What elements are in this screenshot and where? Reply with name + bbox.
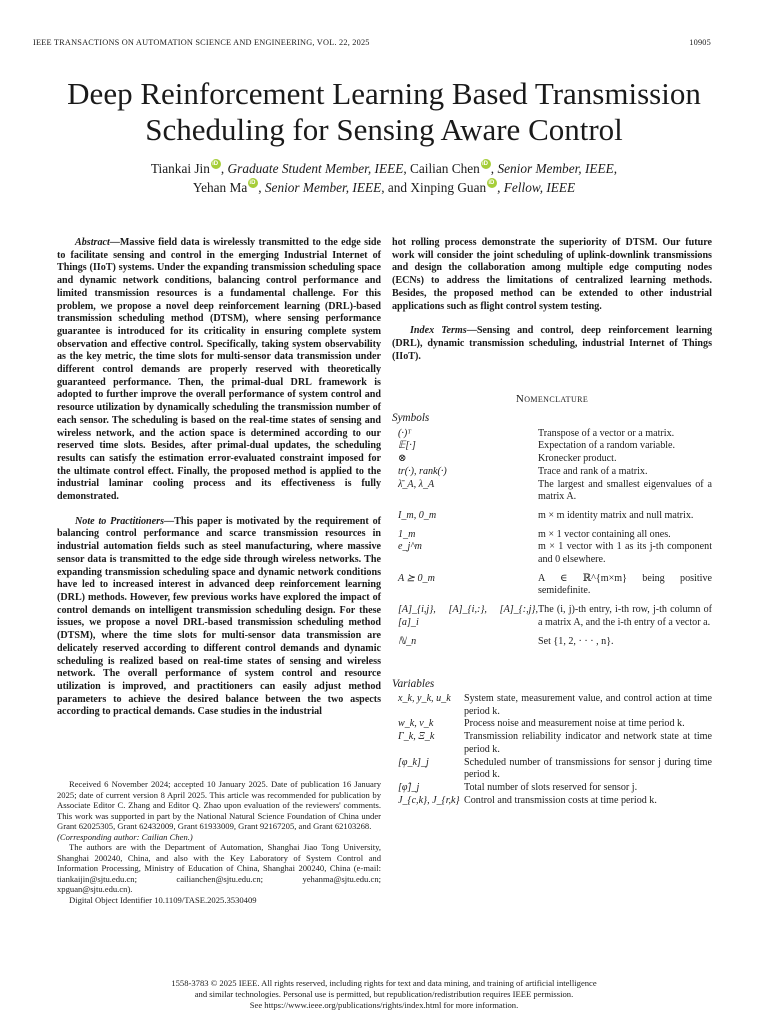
nomenclature-definition: Control and transmission costs at time period k. (464, 794, 657, 806)
nomenclature-symbol: I_m, 0_m (398, 509, 437, 521)
orcid-icon[interactable] (211, 159, 221, 169)
abstract-text: Massive field data is wirelessly transmitted to the edge side to facilitate sensing and control in the emerging Industrial Internet of Things (IIoT) systems. Under the expanding transmission scheduling space and dynamic network conditions, balancing control performance and limited transmission resources is a fundamental challenge. For this problem, we propose a novel deep reinforcement learning (DRL)-based transmission scheduling method (DTSM), where sensing performance guarantee is introduced for its criticality in ensuring complete system observation and effective control. Specifically, taking system observability as the key metric, the time slots for multi-sensor data transmission under different control demands are properly reserved with theoretically guaranteed performance. Then, the primal-dual DRL framework is adopted to further improve the overall performance of system control and resource utilization by dynamically scheduling the transmission number of each sensor. The scheduling is based on the real-time states of sensing and wireless network, and the action space is determined according to our reserved time slots. Besides, after primal-dual updates, the scheduling results can satisfy the estimation error-evaluated constraint imposed for the ultimate control effect. Finally, the proposed method is applied to the industrial laminar cooling process and its effectiveness is fully demonstrated. (57, 237, 381, 503)
nomenclature-symbol: ⊗ (398, 453, 407, 465)
author-name: Yehan Ma (192, 180, 248, 195)
nomenclature-row (392, 782, 712, 795)
nomenclature-heading (392, 393, 712, 406)
nomenclature-symbol: [φ_k]_j (398, 756, 429, 768)
variables-list (392, 693, 712, 807)
nomenclature-row (392, 466, 712, 479)
footnote-received: Received 6 November 2024; accepted 10 January 2025. Date of publication 16 January 2025; date of current version 8 April 2025. This article was recommended for publication by Associate Editor C. Zhang and Editor Q. Zhao upon evaluation of the reviewers' comments. This work was supported in part by the National Natural Science Foundation of China under Grant 62025305, Grant 62432009, Grant 61933009, Grant 92167205, and Grant 62103268. (57, 779, 381, 831)
index-terms: Index Terms—Sensing and control, deep reinforcement learning (DRL), dynamic transmission scheduling, industrial Internet of Things (IIoT). (392, 325, 712, 362)
paper-title (0, 76, 768, 148)
nomenclature-heading-text: Nomenclature (515, 393, 589, 406)
nomenclature-symbol: w_k, v_k (398, 718, 434, 730)
nomenclature-symbol: x_k, y_k, u_k (398, 692, 451, 704)
nomenclature-symbol: [φ̂]_j (398, 781, 420, 793)
note-to-practitioners: Note to Practitioners—This paper is motivated by the requirement of balancing control performance and scarce transmission resources in industrial automation fields such as steel manufacturing, where massive sensor data is transmitted to the edge side through wireless networks. The expanding transmission scheduling space and dynamic network conditions have led to increased interest in advanced deep reinforcement learning (DRL) methods. However, few previous works have explored the impact of control demands on intelligent transmission scheduling design. For these issues, we propose a novel DRL-based transmission scheduling method (DTSM), where the time slots for multi-sensor data transmission are delicately reserved according to different control demands and dynamic scheduling is realized based on real-time states of sensing and wireless network. The overall performance of system control and resource utilization is improved, and practitioners can easily adjust method parameters to achieve the desired balance between the two aspects according to practical demands. Case studies in the industrial (57, 515, 382, 718)
nomenclature-row (392, 510, 712, 523)
nomenclature-definition: Expectation of a random variable. (538, 440, 676, 452)
nomenclature-symbol: [A]_{i,j}, [A]_{i,:}, [A]_{:,j}, [a]_i (398, 604, 538, 628)
nomenclature-row (392, 731, 712, 756)
nomenclature-definition: Kronecker product. (538, 453, 617, 465)
nomenclature-row (392, 693, 712, 718)
nomenclature-symbol: Γ_k, Ξ_k (398, 731, 435, 743)
orcid-icon[interactable] (248, 178, 258, 188)
author-role: Senior Member, IEEE (264, 180, 382, 195)
nomenclature-row (392, 453, 712, 466)
author-name: Tiankai Jin (150, 161, 210, 176)
copyright-line-1: 1558-3783 © 2025 IEEE. All rights reserved, including rights for text and data mining, and training of artificial intelligence (171, 978, 597, 988)
journal-name: IEEE TRANSACTIONS ON AUTOMATION SCIENCE AND ENGINEERING, VOL. 22, 2025 (33, 38, 370, 47)
footnotes (57, 779, 381, 905)
practitioners-label: Note to Practitioners (75, 515, 164, 527)
copyright-line-2: and similar technologies. Personal use is permitted, but republication/redistribution requires IEEE permission. (194, 988, 574, 999)
nomenclature-row (392, 428, 712, 441)
nomenclature-symbol: 𝔼[·] (398, 440, 416, 452)
author-role: Senior Member, IEEE (497, 161, 614, 176)
nomenclature-definition: Total number of slots reserved for sensor j. (464, 781, 638, 793)
nomenclature-symbol: 1_m (398, 528, 416, 540)
nomenclature-definition: A ∈ ℝ^{m×m} being positive semidefinite. (538, 572, 712, 597)
copyright-notice (0, 978, 768, 1010)
abstract: Abstract—Massive field data is wirelessly transmitted to the edge side to facilitate sensing and control in the emerging Industrial Internet of Things (IIoT) systems. Under the expanding transmission scheduling space and dynamic network conditions, balancing control performance and limited transmission resources is a fundamental challenge. For this problem, we propose a novel deep reinforcement learning (DRL)-based transmission scheduling method (DTSM), where sensing performance guarantee is introduced for its criticality in ensuring complete system observation and effective control. Specifically, taking system observability as the key metric, the time slots for multi-sensor data transmission under different control demands are properly reserved with theoretically guaranteed performance. Then, the primal-dual DRL framework is adopted to further improve the overall performance of system control and resource utilization by dynamically scheduling the transmission number of each sensor. The scheduling is based on the real-time states of sensing and wireless network, and the action space is determined according to our reserved time slots. Besides, after primal-dual updates, the scheduling results can satisfy the estimation error-evaluated constraint imposed for the ultimate control effect. Finally, the proposed method is applied to the industrial laminar cooling process and its effectiveness is fully demonstrated. (57, 237, 381, 503)
abstract-label: Abstract (75, 237, 110, 248)
symbols-list (392, 428, 712, 649)
nomenclature-definition: Transpose of a vector or a matrix. (538, 427, 675, 439)
author-role: Graduate Student Member, IEEE (227, 161, 404, 176)
footnote-corresponding: (Corresponding author: Cailian Chen.) (57, 831, 193, 842)
author-list (0, 159, 768, 197)
nomenclature-definition: m × 1 vector with 1 as its j-th component and 0 elsewhere. (538, 541, 712, 566)
index-terms-text: Sensing and control, deep reinforcement learning (DRL), dynamic transmission scheduling, industrial Internet of Things (IIoT). (392, 325, 712, 362)
nomenclature-symbol: tr(·), rank(·) (398, 465, 447, 477)
nomenclature-definition: The (i, j)-th entry, i-th row, j-th column of a matrix A, and the i-th entry of a vector a. (538, 604, 712, 628)
symbols-label: Symbols (392, 412, 430, 425)
authors-line-1: Tiankai JiniD , Graduate Student Member, IEEE, Cailian CheniD , Senior Member, IEEE, (0, 159, 768, 178)
title-line-2: Scheduling for Sensing Aware Control (145, 112, 623, 147)
nomenclature-row (392, 795, 712, 808)
authors-line-2: Yehan MaiD , Senior Member, IEEE, and Xinping GuaniD , Fellow, IEEE (0, 178, 768, 197)
nomenclature-row (392, 718, 712, 731)
nomenclature-row (392, 636, 712, 649)
author-name: Cailian Chen (409, 161, 480, 176)
index-terms-label: Index Terms (410, 325, 467, 337)
nomenclature-row (392, 541, 712, 566)
right-column (392, 237, 712, 807)
variables-label: Variables (392, 678, 435, 691)
nomenclature-row (392, 757, 712, 782)
nomenclature-definition: Set {1, 2, · · · , n}. (538, 635, 614, 647)
nomenclature-symbol: λ̄_A, λ_A (398, 478, 435, 490)
nomenclature-symbol: ℕ_n (398, 635, 417, 647)
abstract-continued: hot rolling process demonstrate the superiority of DTSM. Our future work will consider the joint scheduling of uplink-downlink transmissions and design the collaboration among multiple edge computing nodes (ECNs) to address the limitations of centralized learning methods. Besides, the proposed method can be extended to other industrial applications such as flight control system testing. (392, 237, 712, 312)
nomenclature-symbol: e_j^m (398, 541, 422, 553)
nomenclature-definition: Trace and rank of a matrix. (538, 465, 648, 477)
nomenclature-row (392, 440, 712, 453)
footnote-doi: Digital Object Identifier 10.1109/TASE.2025.3530409 (69, 894, 257, 905)
practitioners-text: This paper is motivated by the requirement of balancing control performance and scarce transmission resources in industrial automation fields such as steel manufacturing, where massive sensor data is transmitted to the edge side through wireless networks. The expanding transmission scheduling space and dynamic network conditions have led to increased interest in advanced deep reinforcement learning (DRL) methods. However, few previous works have explored the impact of control demands on intelligent transmission scheduling design. For these issues, we propose a novel DRL-based transmission scheduling method (DTSM), where the time slots for multi-sensor data transmission are delicately reserved according to different control demands and dynamic scheduling is realized based on real-time states of sensing and wireless network. The overall performance of system control and resource utilization is improved, and practitioners can easily adjust method parameters to achieve the desired balance between the two aspects according to practical demands. Case studies in the industrial (57, 515, 382, 718)
nomenclature-definition: m × m identity matrix and null matrix. (538, 509, 694, 521)
author-name: Xinping Guan (410, 180, 487, 195)
footnote-affiliation: The authors are with the Department of Automation, Shanghai Jiao Tong University, Shanghai 200240, China, and also with the Key Laboratory of System Control and Information Processing, Ministry of Education of China, Shanghai 200240, China (e-mail: tiankaijin@sjtu.edu.cn; cailianchen@sjtu.edu.cn; yehanma@sjtu.edu.cn; xpguan@sjtu.edu.cn). (57, 842, 381, 894)
nomenclature-definition: Process noise and measurement noise at time period k. (464, 718, 685, 730)
nomenclature-definition: The largest and smallest eigenvalues of a matrix A. (538, 478, 712, 503)
nomenclature-definition: m × 1 vector containing all ones. (538, 528, 671, 540)
title-line-1: Deep Reinforcement Learning Based Transmission (67, 76, 701, 111)
left-column (57, 237, 381, 719)
nomenclature-definition: System state, measurement value, and control action at time period k. (464, 692, 712, 717)
author-role: Fellow, IEEE (503, 180, 576, 195)
nomenclature-row (392, 573, 712, 598)
page-number: 10905 (689, 38, 711, 47)
running-header (33, 38, 711, 47)
nomenclature-definition: Transmission reliability indicator and network state at time period k. (464, 731, 712, 755)
author-conjunction: and (387, 180, 408, 195)
nomenclature-symbol: A ⪰ 0_m (398, 572, 435, 584)
nomenclature-row (392, 604, 712, 629)
copyright-line-3: See https://www.ieee.org/publications/rights/index.html for more information. (249, 999, 519, 1010)
orcid-icon[interactable] (481, 159, 491, 169)
nomenclature-row (392, 479, 712, 504)
orcid-icon[interactable] (487, 178, 497, 188)
nomenclature-definition: Scheduled number of transmissions for sensor j during time period k. (464, 756, 712, 781)
nomenclature-symbol: J_{c,k}, J_{r,k} (398, 794, 460, 806)
nomenclature-row (392, 529, 712, 542)
nomenclature-symbol: (·)ᵀ (398, 427, 412, 439)
